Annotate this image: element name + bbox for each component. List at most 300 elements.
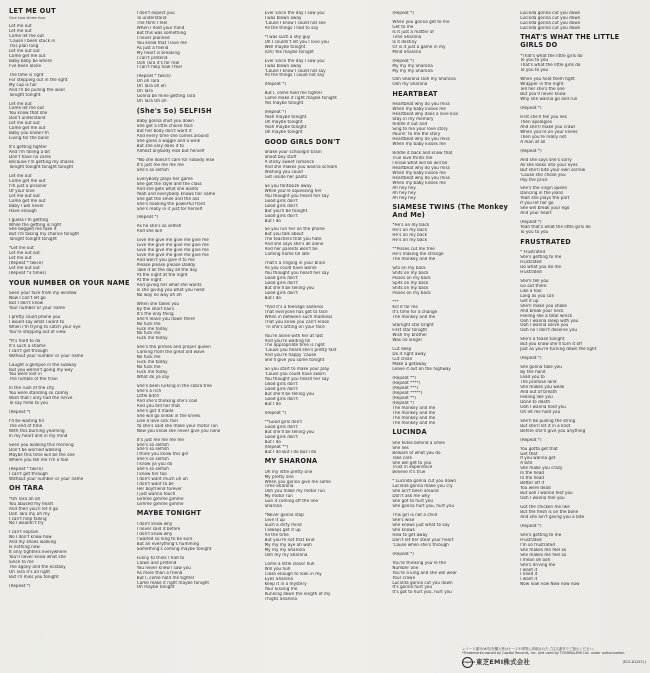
lyric-line: She's so selfish [136, 447, 169, 452]
lyric-line: Give me give me give me give me [136, 243, 209, 248]
lyric-line: 'Cause I know I could not see [264, 20, 326, 25]
lyric-line: To you to you [520, 230, 549, 235]
lyric-line: Ooh my my Sharona [264, 552, 308, 557]
lyric-line: Believe it's true [392, 470, 426, 475]
verse [9, 363, 132, 383]
lyric-line: But she'll be telling you [264, 392, 315, 397]
lyric-line: Heartbeat why does a love kiss [392, 112, 459, 117]
lyric-line: Oh let me hold you [520, 409, 561, 414]
lyric-line: (Repeat *) [264, 410, 287, 415]
verse [265, 562, 388, 602]
lyric-line: Gonna be mine getting Tara [136, 94, 196, 99]
lyric-line: I can't explain [9, 530, 39, 535]
lyric-line: Like a love sick fool [136, 418, 178, 423]
lyric-line: Your crown [392, 575, 416, 580]
lyric-line: I was blown away [264, 15, 302, 20]
lyric-line: She knows just what to say [392, 522, 450, 527]
lyric-line: Beware of what you do [392, 450, 441, 455]
lyric-line: (Repeat *) [520, 148, 542, 153]
verse [265, 91, 388, 106]
lyric-line: And break your neck [520, 308, 564, 313]
lyric-line: She's getting to me [520, 255, 562, 260]
lyric-line: But you weren't going my way [9, 367, 73, 372]
lyric-line: Lucinda gonna cut you down [520, 20, 581, 25]
lyric-line: Yeah and everybody knows her name [136, 191, 216, 196]
lyric-line: I guess I'm getting [9, 217, 49, 222]
lyric-line: And she'll make you crawl [520, 124, 575, 129]
lyric-line: Maybe this time will be the one [9, 452, 75, 457]
lyric-line: My cup is full [9, 82, 37, 87]
lyric-column [265, 7, 388, 647]
lyric-line: Stay in my memory [392, 117, 434, 122]
lyric-line: You know that I love me [136, 40, 187, 45]
lyric-column [9, 7, 132, 647]
lyric-line: As she looks into your eyes [520, 162, 578, 167]
lyric-line: Yes maybe tonight [264, 101, 304, 106]
lyric-line: Good girls don't [264, 290, 298, 295]
lyric-line: At the night [136, 277, 162, 282]
lyric-line: The thrill I feel [136, 20, 168, 25]
verse [265, 184, 388, 224]
lyric-line: The teachers that you hate [264, 237, 322, 242]
lyric-line: Your kissing me [264, 586, 298, 591]
lyric-line: When you gonna give me some [264, 479, 331, 484]
lyric-line: Keep it in a mystery [264, 581, 307, 586]
lyric-line: You thought you heard her say [264, 193, 329, 198]
lyric-line: Time Sharona [392, 34, 422, 39]
lyric-line: You're alone with her at last [264, 333, 324, 338]
lyric-line: Wishing you could [264, 169, 303, 174]
lyric-line: Come let me out [9, 106, 44, 111]
verse [265, 110, 388, 135]
lyric-line: How to get away [392, 532, 428, 537]
lyric-line: Oh maybe tonight [264, 120, 303, 125]
lyric-line: And she gets what she wants [136, 186, 199, 191]
verse [392, 441, 515, 476]
lyric-line: Pourin' to me the story [392, 132, 441, 137]
verse [265, 11, 388, 31]
lyric-line: No fuck me [136, 365, 161, 370]
lyric-line: Lucinda gonna make you cry [392, 484, 453, 489]
lyric-line: I know her too [136, 472, 167, 477]
lyric-line: Come get me out [9, 178, 46, 183]
lyric-line: Good girls don't [264, 387, 298, 392]
lyric-line: And she will [136, 229, 162, 234]
song-block [265, 458, 388, 601]
song-title: FRUSTRATED [520, 237, 572, 246]
verse [137, 74, 260, 104]
lyric-line: Why she wanna go and run [520, 97, 578, 102]
lyric-line: But I do [264, 439, 281, 444]
lyric-line: True love thrills me [392, 156, 433, 161]
lyric-line: You'll never know what she [9, 555, 66, 560]
lyric-line: Funny to think I had to [136, 555, 185, 560]
lyric-line: I don't expect you [136, 11, 175, 15]
lyric-line: Fuck me today [136, 336, 168, 341]
lyric-line: Come let me out [9, 34, 44, 39]
lyric-line: Shits on my back [392, 270, 429, 275]
lyric-line: She's so selfish [136, 167, 169, 172]
lyric-line: Of your love [9, 188, 35, 193]
verse [520, 115, 643, 145]
lyric-line: Gimme gimme gimme [136, 501, 184, 506]
lyric-line: Time Sharona [264, 484, 294, 489]
song-block [392, 11, 515, 87]
lyric-line: Ooh I wanna hold you [520, 404, 566, 409]
lyric-line: I need it [520, 572, 538, 577]
lyric-line: Coming from the great old wave [136, 350, 205, 355]
lyric-line: Ooh my Sharona [392, 82, 428, 87]
lyric-line: She'll leave you down there [136, 316, 195, 321]
lyric-line: Just as you're turning down the light [520, 347, 597, 352]
lyric-line: What do ya say [136, 375, 170, 380]
lyric-line: And then you'll let it go [9, 506, 59, 511]
lyric-line: She's a tease tonight [520, 337, 565, 342]
lyric-line: As you could have worse [264, 266, 317, 271]
lyric-line: Ever since the day I saw you [264, 11, 325, 15]
lyric-line: He's on my back [392, 238, 428, 243]
lyric-line: It only tightens everywhere [9, 550, 67, 555]
lyric-line: It's time for a change [392, 309, 438, 314]
lyric-line: Lucinda gonna cut you down [520, 15, 581, 20]
lyric-line: And she says she's sorry [520, 157, 572, 162]
lyric-line: Get inside her pants [264, 174, 308, 179]
song-title: MY SHARONA [264, 457, 318, 466]
verse [265, 305, 388, 330]
lyric-line: Starlight star bright [392, 323, 434, 328]
lyric-line: You never knew I saw you [136, 565, 191, 570]
lyric-line: *Never gonna stop [264, 513, 304, 518]
lyric-line: Then apologies [520, 119, 553, 124]
lyric-line: Wrapper in the night [520, 82, 564, 87]
lyric-line: Oh maybe tonight [136, 585, 175, 590]
lyric-line: Sing to me your love story [392, 127, 448, 132]
lyric-line: *No she doesn't care for nobody else [136, 157, 215, 162]
lyric-line: You were standing so calmly [9, 391, 69, 396]
lyric-line: Heartbeat why do you miss [392, 102, 450, 107]
lyric-line: Go out there [520, 283, 547, 288]
lyric-line: Let me out out [9, 251, 40, 256]
lyric-line: By the short hairs [136, 306, 175, 311]
song-title: LET ME OUT [9, 7, 56, 15]
verse [265, 227, 388, 257]
song-block [392, 429, 515, 595]
lyric-line: 'Cause when she's through [392, 542, 449, 547]
lyric-line: Lucinda gonna cut you down [392, 580, 453, 585]
lyric-line: Feeling like you [520, 394, 553, 399]
lyric-line: The monkey and me [392, 257, 436, 261]
lyric-line: *** [392, 299, 399, 304]
lyric-line: She's been lurking in the cobra tree [136, 384, 212, 389]
verse [392, 323, 515, 343]
lyric-line: But her body don't want it [136, 129, 192, 134]
lyric-line: The monkey and me [392, 415, 436, 420]
verse [520, 186, 643, 216]
lyric-line: Baby gonna shut you down [136, 119, 194, 124]
lyric-line: Cut deep [392, 347, 412, 352]
lyric-line: In the head [520, 476, 545, 481]
lyric-line: Frustrated [520, 269, 542, 274]
lyric-line: She's the virgin queen [520, 186, 568, 191]
lyric-line: Take care [392, 455, 413, 460]
lyric-line: A man at all [520, 139, 546, 144]
lyric-line: It's gonna hurt you [392, 585, 433, 590]
lyric-line: * Frustrated [520, 250, 546, 255]
footer [462, 647, 646, 668]
lyric-line: (Repeat *) [9, 583, 31, 588]
lyric-line: And she ain't giving you a bite [520, 514, 585, 519]
lyric-line: And she makes you wanna scream [264, 164, 338, 169]
verse [520, 533, 643, 587]
lyric-line: 'Cause you heard she's pretty fast [264, 348, 337, 353]
lyric-line: You thought you heard her say [264, 271, 329, 276]
verse [520, 220, 643, 235]
lyric-line: You know that she [9, 111, 48, 116]
lyric-line: Give me give me give me give me [136, 238, 209, 243]
lyric-line: All the time [264, 533, 289, 538]
verse [137, 302, 260, 342]
lyric-line: *It's hard to do [9, 338, 41, 343]
lyric-columns [9, 7, 643, 647]
lyric-line: I never said it before [136, 526, 181, 531]
lyric-line: *And it's a teenage sadness [264, 304, 324, 309]
verse [392, 151, 515, 201]
lyric-line: But you talk about [264, 232, 304, 237]
lyric-line: Ooh I wanna feel you [520, 496, 565, 501]
lyric-line: Baby I will never [9, 203, 44, 208]
verse [392, 11, 515, 16]
lyric-line: That's a ringing in your brain [264, 261, 326, 266]
lyric-line: She got the smile and the ass [136, 196, 200, 201]
lyric-line: That's what the little girls do [520, 63, 581, 68]
lyric-line: And you're waiting till [264, 338, 311, 343]
lyric-line: Tonight tonight tonight tonight [9, 164, 74, 169]
lyric-line: Sits on my back [392, 265, 426, 270]
lyric-line: Dancing in the jeans [520, 191, 564, 196]
lyric-line: She's so selfish [136, 467, 169, 472]
lyric-line: She'll make you shake [520, 303, 567, 308]
lyric-line: Yeah that's what the little girls do [520, 225, 591, 230]
lyric-line: Spits on my back [392, 280, 429, 285]
lyric-line: Your number or your name [9, 305, 66, 310]
lyric-line: This plan long [9, 44, 39, 48]
lyric-line: Now now now Now now now [520, 582, 580, 587]
verse [9, 145, 132, 170]
verse [520, 419, 643, 434]
lyric-line: Ooh I wanna sleep with you [520, 318, 579, 323]
lyric-line: You're a king and she will wear [392, 570, 458, 575]
lyric-line: She makes me feel so [520, 547, 567, 552]
lyric-line: Living for the band [9, 136, 49, 141]
lyric-line: It's getting tighter [9, 145, 48, 150]
lyric-line: Oh maybe tonight [264, 130, 303, 135]
lyric-line: Good girls don't [264, 434, 298, 439]
lyric-line: My pretty one [264, 474, 294, 479]
lyric-line: She's so selfish [136, 442, 169, 447]
lyric-line: It's such a shame [9, 343, 46, 348]
lyric-line: Pisses on my back [392, 290, 431, 295]
lyric-line: I don't know why [136, 522, 173, 527]
song-block [520, 11, 643, 31]
verse [392, 20, 515, 55]
lyric-line: Sharona [264, 504, 282, 509]
verse [265, 470, 388, 510]
lyric-line: It's just me me me me [136, 437, 184, 442]
lyric-line: Got the chicken me like [520, 505, 570, 510]
verse [137, 345, 260, 380]
verse [137, 224, 260, 234]
lyric-line: At the night at the night [136, 272, 188, 277]
lyric-line: (Repeat * twice) [136, 74, 171, 79]
lyric-line: My my my Sharona [264, 547, 305, 552]
song-title: GOOD GIRLS DON'T [264, 137, 341, 146]
lyric-line: Good girls don't [264, 397, 298, 401]
lyric-line: Kill it for me [392, 304, 418, 309]
lyric-line: She gonna hurt you, hurt you [392, 504, 455, 509]
capitol-logo: Capitol [462, 657, 473, 668]
lyric-line: Running down the length of my [264, 591, 331, 596]
lyric-line: And out of breath [520, 389, 558, 394]
lyric-line: Frustrated [520, 260, 542, 265]
lyric-line: Before she'll give you anything [520, 428, 586, 433]
lyric-line: She make you crazy [520, 466, 563, 471]
verse [9, 315, 132, 335]
lyric-line: Fuck me today [136, 360, 168, 365]
lyric-line: Clown and pretend [136, 560, 177, 565]
lyric-line: Let me out out [9, 121, 40, 126]
verse [392, 223, 515, 243]
lyric-line: Or is it just a game in my [392, 44, 446, 49]
lyric-line: (Repeat *) [392, 11, 414, 15]
lyric-line: She begged me take it [9, 227, 57, 232]
trademark-note: *Trademarks owned by Capitol Records, Inc. and used by TOSHIBA-EMI Ltd. under authorization. [462, 650, 626, 655]
lyric-line: Thighs Sharona [264, 596, 298, 601]
lyric-line: (Repeat * twice) [9, 261, 43, 266]
verse [137, 177, 260, 212]
lyric-line: Oh Tara Oh oh [136, 99, 167, 104]
lyric-line: 'Cause I been stuck in [9, 39, 56, 44]
lyric-line: (Repeat *) [520, 220, 542, 225]
lyric-line: To you to you [520, 68, 549, 73]
song-block [392, 91, 515, 201]
verse [520, 279, 643, 333]
lyric-line: It's just me me me me [136, 162, 184, 167]
lyric-line: As more than a friend [136, 570, 183, 575]
lyric-line: Ah hey hey [392, 190, 416, 195]
lyric-line: (Repeat *) [520, 523, 542, 528]
lyric-line: (Repeat *) [264, 110, 287, 115]
lyric-line: With this burning yearning [9, 429, 65, 434]
lyric-line: The promise land [520, 380, 557, 385]
lyric-line: Eyes Sharona [264, 576, 294, 581]
song-block [137, 11, 260, 104]
verse [392, 59, 515, 74]
lyric-line: Gimme gimme gimme [136, 497, 184, 502]
lyric-line: Is it just a matter of [392, 29, 434, 34]
lyric-line: All the things I had to say [264, 25, 319, 30]
lyric-line: The rumble of the train [9, 377, 58, 382]
lyric-line: Let me out out [9, 193, 40, 198]
lyric-line: In my heart and in my mind [9, 434, 68, 438]
lyric-line: Tonight tonight tonight [9, 237, 57, 242]
verse [9, 339, 132, 359]
lyric-line: If you let her go [520, 201, 554, 206]
lyric-line: (Repeat *3 times) [9, 271, 47, 276]
lyric-line: Get it up [520, 298, 539, 303]
lyric-line: Please please please Daddy [136, 263, 196, 268]
verse [392, 479, 515, 509]
lyric-line: I would say what I want to [9, 319, 64, 324]
lyric-line: Where you tell me I'm a fool [9, 457, 69, 462]
lyric-line: This girl is not a child [392, 513, 438, 518]
lyric-line: By the hand [520, 370, 546, 375]
lyric-line: Gun it coming off the line [264, 499, 319, 504]
lyric-line: I just wanna touch [136, 492, 176, 497]
lyric-line: (Repeat *) [392, 58, 414, 63]
verse [520, 524, 643, 529]
lyric-line: When I hold your hand [136, 25, 185, 30]
lyric-line: I pretty could phone you [9, 314, 61, 319]
verse [520, 337, 643, 352]
lyric-line: Do it right away [392, 352, 426, 357]
lyric-line: She's hooking the powerful front [136, 201, 206, 206]
lyric-line: When you gonna get to me [392, 19, 450, 24]
lyric-line: Is it destiny [392, 39, 417, 44]
song-block [520, 239, 643, 588]
lyric-line: (Repeat *) [136, 215, 159, 220]
lyric-line: For stepping out in the light [9, 77, 68, 82]
lyric-column [392, 7, 515, 647]
verse [520, 158, 643, 183]
verse [265, 59, 388, 79]
verse [265, 35, 388, 55]
verse [520, 365, 643, 415]
song-block [9, 280, 132, 482]
lyric-line: Shoot boy stuff [264, 155, 297, 160]
lyric-line: I can't get through [9, 348, 48, 353]
lyric-line: You were dead [520, 486, 551, 491]
song-title: OH TARA [9, 484, 44, 493]
lyric-line: Oh Tara it's all right [9, 570, 51, 575]
verse [392, 247, 515, 262]
lyric-line: Pisses on my back [392, 275, 431, 280]
lyric-line: But I do [264, 401, 281, 406]
verse [520, 106, 643, 111]
lyric-line: Good girls don't [264, 280, 298, 285]
lyric-line: But she'll be telling you [264, 429, 315, 434]
verse [9, 73, 132, 98]
lyric-line: She will break your ego [520, 206, 570, 211]
verse [520, 447, 643, 501]
verse [137, 384, 260, 434]
lyric-line: But she'll be telling you [264, 285, 315, 290]
verse [265, 513, 388, 558]
lyric-line: (Repeat *) [520, 356, 542, 361]
lyric-line: The appropriate time is right [264, 343, 325, 348]
lyric-line: When I'm trying to catch your eye [9, 324, 81, 329]
lyric-line: He's on my back [392, 228, 428, 233]
lyric-line: Baby you know I'm [9, 131, 49, 136]
lyric-line: And you tell her that [136, 403, 181, 408]
verse [9, 218, 132, 243]
lyric-line: The time is right [9, 72, 44, 77]
lyric-line: You abused my heart [9, 501, 54, 506]
lyric-line: I waited so long to be sure [136, 536, 193, 541]
lyric-line: I want it [520, 577, 538, 582]
lyric-line: She will get to you [392, 460, 432, 465]
lyric-line: Good girls don't [264, 382, 298, 387]
lyric-line: And every time she comes around [136, 134, 209, 139]
